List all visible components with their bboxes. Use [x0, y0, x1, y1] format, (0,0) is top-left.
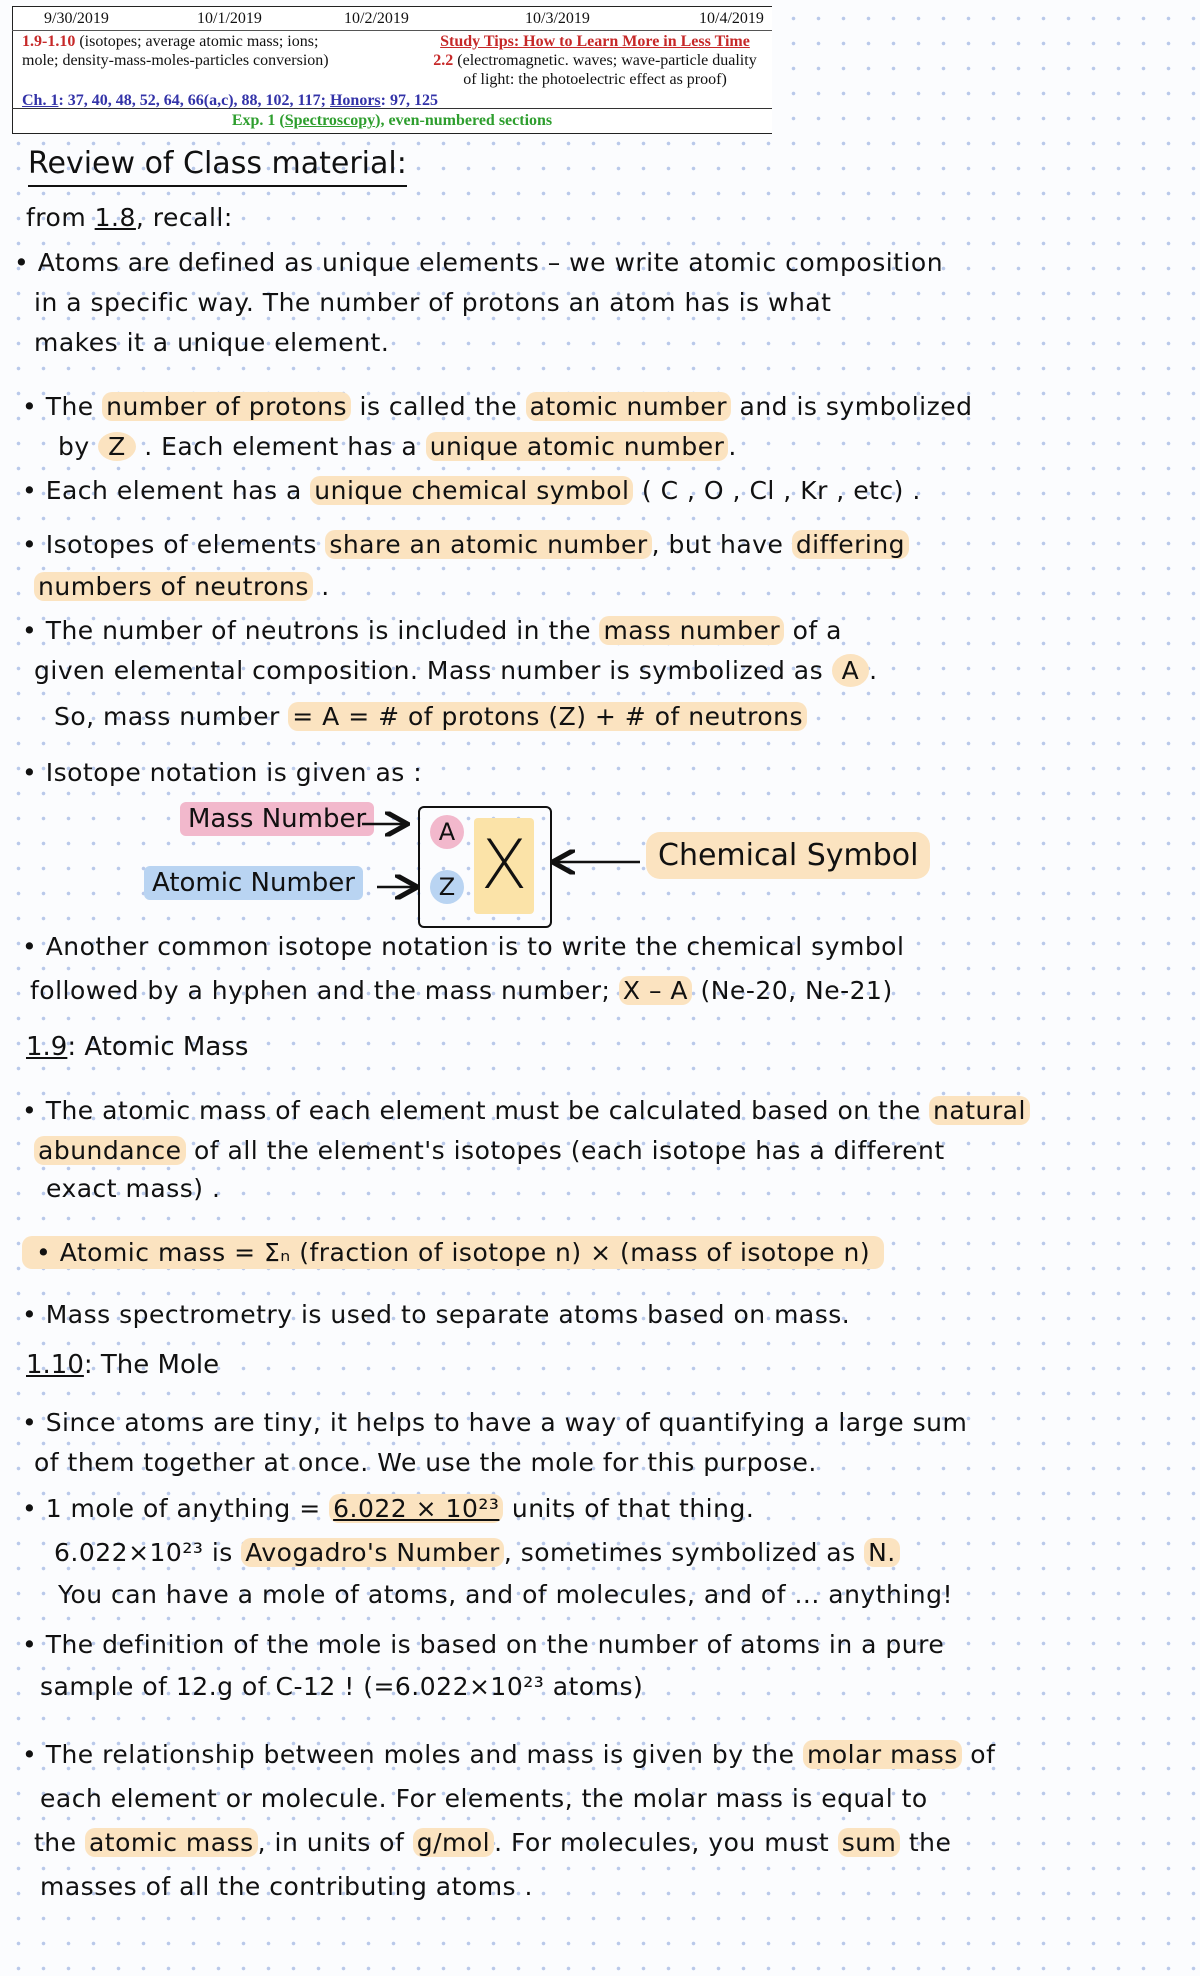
atomic-number-symbol: Z — [430, 870, 464, 904]
note-line: • Another common isotope notation is to write the chemical symbol — [22, 932, 905, 961]
note-line — [22, 1494, 754, 1523]
text: of — [961, 1740, 996, 1769]
note-line: sample of 12.g of C-12 ! (=6.022×10²³ atoms) — [40, 1672, 644, 1701]
text: ( C , O , Cl , Kr , etc) . — [633, 476, 921, 505]
note-line — [54, 1538, 900, 1567]
highlight: abundance — [34, 1136, 186, 1165]
topics-right — [420, 32, 770, 89]
note-line: in a specific way. The number of protons an atom has is what — [34, 288, 832, 317]
text: • The atomic mass of each element must be calculated based on the — [22, 1096, 930, 1125]
text: from — [26, 203, 95, 232]
mass-number-symbol: A — [430, 815, 464, 849]
highlight: atomic mass — [85, 1828, 258, 1857]
section-number: 1.9 — [26, 1032, 68, 1062]
text: , in units of — [257, 1828, 413, 1857]
text: (Ne-20, Ne-21) — [692, 976, 893, 1005]
text: • 1 mole of anything = — [22, 1494, 330, 1523]
date-cell: 10/3/2019 — [525, 10, 590, 27]
date-cell: 10/2/2019 — [344, 10, 409, 27]
text: and is symbolized — [731, 392, 973, 421]
notes-title: Review of Class material: — [28, 146, 407, 187]
section-heading — [26, 1032, 248, 1062]
note-line: You can have a mole of atoms, and of molecules, and of ... anything! — [58, 1580, 954, 1609]
note-line — [34, 572, 330, 601]
study-tips-link[interactable]: Study Tips: How to Learn More in Less Time — [440, 33, 750, 50]
note-line: each element or molecule. For elements, the molar mass is equal to — [40, 1784, 928, 1813]
text: followed by a hyphen and the mass number; — [30, 976, 619, 1005]
note-line — [22, 1096, 1030, 1125]
text: , recall: — [135, 203, 233, 232]
experiment-label: Exp. 1 ( — [231, 112, 285, 129]
table-rule — [12, 30, 772, 31]
note-line — [22, 1740, 995, 1769]
note-line: of them together at once. We use the mole for this purpose. — [34, 1448, 817, 1477]
highlight: N. — [864, 1538, 900, 1567]
highlight: A — [832, 654, 870, 687]
note-line — [34, 656, 878, 685]
highlight: = A = # of protons (Z) + # of neutrons — [288, 702, 807, 731]
date-cell: 9/30/2019 — [44, 10, 109, 27]
recall-line — [26, 203, 233, 232]
chemical-symbol-x: X — [474, 818, 534, 914]
text: . — [312, 572, 330, 601]
highlight: Avogadro's Number — [241, 1538, 504, 1567]
text: • The number of neutrons is included in the — [22, 616, 600, 645]
note-line — [22, 616, 842, 645]
chapter-link[interactable]: Ch. 1 — [22, 92, 59, 109]
note-line: exact mass) . — [46, 1174, 221, 1203]
text: . For molecules, you must — [494, 1828, 838, 1857]
highlight: X – A — [619, 976, 692, 1005]
note-line: • Since atoms are tiny, it helps to have a way of quantifying a large sum — [22, 1408, 968, 1437]
schedule-table — [12, 6, 772, 134]
note-line — [22, 392, 973, 421]
highlight: • Atomic mass = Σₙ (fraction of isotope n) × (mass of isotope n) — [22, 1236, 884, 1269]
text: • The relationship between moles and mass is given by the — [22, 1740, 803, 1769]
text: • Each element has a — [22, 476, 311, 505]
text: , but have — [651, 530, 792, 559]
section-number: 2.2 — [433, 52, 454, 69]
text: • Isotopes of elements — [22, 530, 326, 559]
text: units of that thing. — [503, 1494, 755, 1523]
experiment-label: ), even-numbered sections — [375, 112, 553, 129]
text: of a — [784, 616, 842, 645]
note-line — [22, 1238, 884, 1267]
section-heading — [26, 1350, 219, 1380]
topic-desc: of light: the photoelectric effect as proof) — [463, 71, 727, 88]
note-line: • Mass spectrometry is used to separate atoms based on mass. — [22, 1300, 851, 1329]
text: . — [728, 432, 737, 461]
note-line: • Isotope notation is given as : — [22, 758, 423, 787]
highlight: differing — [792, 530, 909, 559]
topic-desc: (electromagnetic. waves; wave-particle duality — [457, 52, 757, 69]
section-ref: 1.8 — [94, 203, 136, 232]
note-line — [34, 1136, 945, 1165]
chemical-symbol-label: Chemical Symbol — [646, 832, 930, 879]
mass-number-label: Mass Number — [180, 802, 374, 836]
topic-desc: mole; density-mass-moles-particles conversion) — [22, 52, 329, 69]
experiment-line — [12, 111, 772, 130]
text: . Each element has a — [135, 432, 426, 461]
topics-left — [22, 32, 412, 70]
highlight: unique atomic number — [426, 432, 729, 461]
highlight: atomic number — [526, 392, 731, 421]
highlight: sum — [838, 1828, 901, 1857]
note-line — [34, 1828, 951, 1857]
highlight: number of protons — [102, 392, 351, 421]
note-line: makes it a unique element. — [34, 328, 390, 357]
text: given elemental composition. Mass number is symbolized as — [34, 656, 832, 685]
text: is called the — [351, 392, 526, 421]
text: by — [58, 432, 99, 461]
honors-link[interactable]: Honors — [329, 92, 381, 109]
highlight: share an atomic number — [325, 530, 651, 559]
spectroscopy-link[interactable]: Spectroscopy — [284, 112, 376, 129]
text: the — [34, 1828, 85, 1857]
topic-desc: (isotopes; average atomic mass; ions; — [79, 33, 319, 50]
highlight: 6.022 × 10²³ — [329, 1494, 503, 1523]
note-line: • The definition of the mole is based on the number of atoms in a pure — [22, 1630, 945, 1659]
note-line — [54, 702, 807, 731]
highlight: Z — [98, 432, 136, 461]
text: 6.022×10²³ is — [54, 1538, 242, 1567]
note-line — [22, 530, 909, 559]
text: So, mass number — [54, 702, 289, 731]
section-number: 1.10 — [26, 1350, 84, 1380]
highlight: natural — [929, 1096, 1030, 1125]
text: of all the element's isotopes (each isotope has a different — [185, 1136, 945, 1165]
highlight: mass number — [599, 616, 784, 645]
homework-line — [22, 91, 438, 110]
note-line — [30, 976, 893, 1005]
highlight: g/mol — [413, 1828, 494, 1857]
section-number: 1.9-1.10 — [22, 33, 76, 50]
text: . — [869, 656, 878, 685]
date-cell: 10/1/2019 — [197, 10, 262, 27]
note-line: • Atoms are defined as unique elements – we write atomic composition — [14, 248, 944, 277]
text: • The — [22, 392, 103, 421]
text: , sometimes symbolized as — [503, 1538, 865, 1567]
honors-problems: : 97, 125 — [380, 92, 438, 109]
highlight: numbers of neutrons — [34, 572, 313, 601]
homework-problems: : 37, 40, 48, 52, 64, 66(a,c), 88, 102, 117; — [58, 92, 326, 109]
highlight: molar mass — [803, 1740, 962, 1769]
date-cell: 10/4/2019 — [699, 10, 764, 27]
text: the — [900, 1828, 952, 1857]
note-line — [58, 432, 737, 461]
atomic-number-label: Atomic Number — [144, 866, 363, 900]
note-line — [22, 476, 921, 505]
highlight: unique chemical symbol — [310, 476, 633, 505]
note-line: masses of all the contributing atoms . — [40, 1872, 533, 1901]
section-title: : The Mole — [83, 1350, 220, 1380]
section-title: : Atomic Mass — [67, 1032, 249, 1062]
